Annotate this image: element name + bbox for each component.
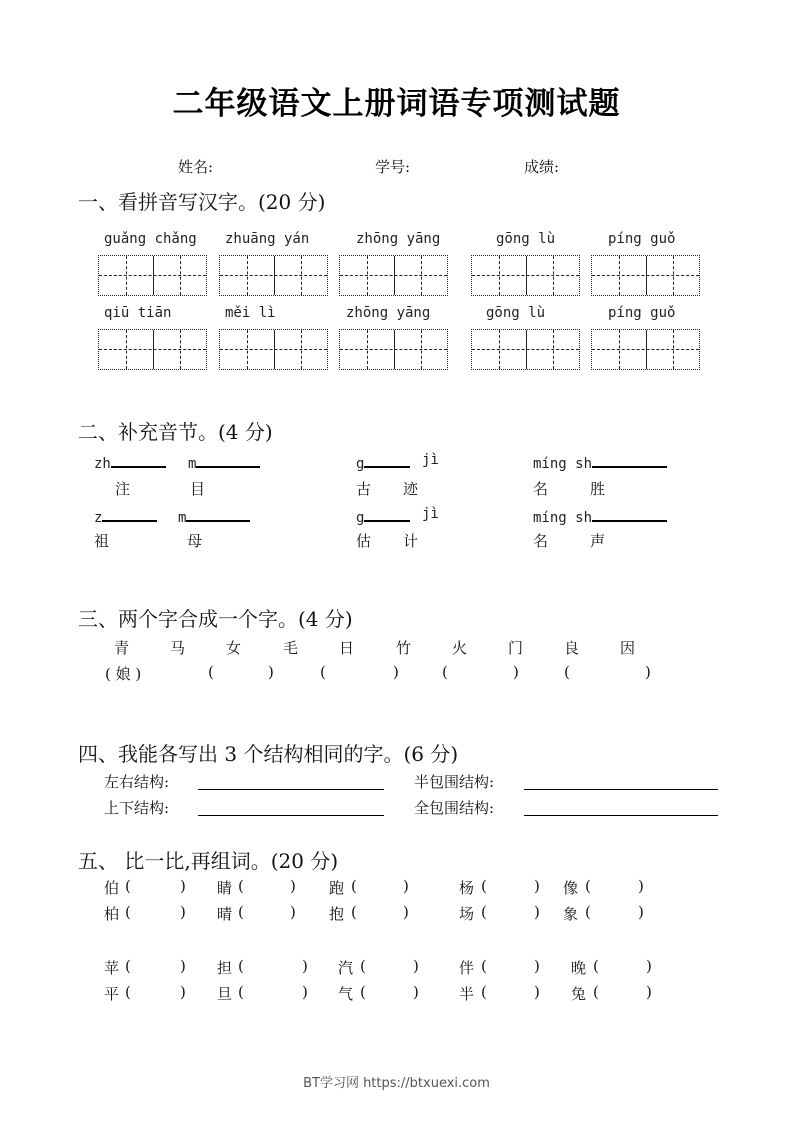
component-char: 青 [114,639,130,657]
paren-open[interactable]: ( [481,877,487,895]
section-2-heading: 二、补充音节。(4 分) [78,420,273,444]
paren-open[interactable]: ( [238,983,244,1001]
compare-char: 担 [217,959,233,977]
hanzi: 声 [590,532,606,550]
structure-label-full-enclosed: 全包围结构: [414,799,495,817]
answer-paren-open[interactable]: ( [442,663,448,681]
paren-close: ) [413,957,419,975]
writing-box[interactable] [219,255,328,296]
compare-char: 伯 [104,879,120,897]
paren-close: ) [180,957,186,975]
compare-char: 杨 [459,879,475,897]
paren-open[interactable]: ( [238,877,244,895]
student-id-label: 学号: [375,158,411,176]
blank-line[interactable] [196,452,260,468]
compare-char: 汽 [338,959,354,977]
blank-line[interactable] [592,452,667,468]
paren-close: ) [302,983,308,1001]
page-title: 二年级语文上册词语专项测试题 [172,86,621,122]
pinyin-label: gōng lù [496,231,556,247]
compare-char: 旦 [217,985,233,1003]
hanzi: 名 [533,532,549,550]
writing-box[interactable] [471,255,580,296]
blank-line[interactable] [102,506,157,522]
paren-open[interactable]: ( [238,903,244,921]
paren-open[interactable]: ( [481,983,487,1001]
component-char: 因 [620,639,636,657]
answer-example: ( 娘 ) [105,665,142,683]
paren-close: ) [302,957,308,975]
component-char: 门 [508,639,524,657]
paren-close: ) [534,983,540,1001]
writing-box[interactable] [591,255,700,296]
compare-char: 平 [104,985,120,1003]
paren-close: ) [638,903,644,921]
pinyin-label: qiū tiān [104,305,172,321]
pinyin-prefix: g [356,510,365,526]
section-4-heading: 四、我能各写出 3 个结构相同的字。(6 分) [78,742,459,766]
compare-char: 晴 [217,905,233,923]
component-char: 良 [564,639,580,657]
paren-close: ) [180,903,186,921]
answer-paren-open[interactable]: ( [320,663,326,681]
writing-box[interactable] [98,255,207,296]
paren-close: ) [638,877,644,895]
section-1-heading: 一、看拼音写汉字。(20 分) [78,190,326,214]
component-char: 日 [339,639,355,657]
pinyin-suffix: jì [422,452,439,468]
compare-char: 半 [459,985,475,1003]
pinyin-label: zhōng yāng [356,231,441,247]
blank-line[interactable] [592,506,667,522]
blank-line[interactable] [111,452,166,468]
paren-close: ) [646,983,652,1001]
compare-char: 像 [563,879,579,897]
hanzi: 注 [115,480,131,498]
compare-char: 睛 [217,879,233,897]
compare-char: 柏 [104,905,120,923]
paren-open[interactable]: ( [238,957,244,975]
paren-open[interactable]: ( [125,877,131,895]
paren-open[interactable]: ( [360,983,366,1001]
section-3-heading: 三、两个字合成一个字。(4 分) [78,607,353,631]
pinyin-prefix: zh [94,456,111,472]
hanzi: 胜 [590,480,606,498]
pinyin-label: zhuāng yán [225,231,310,247]
answer-paren-open[interactable]: ( [208,663,214,681]
compare-char: 象 [563,905,579,923]
blank-line[interactable] [364,452,410,468]
blank-line[interactable] [186,506,250,522]
answer-line[interactable] [198,789,384,790]
compare-char: 兔 [571,985,587,1003]
section-5-heading: 五、 比一比,再组词。(20 分) [78,849,339,873]
compare-char: 跑 [329,879,345,897]
pinyin-prefix: míng sh [533,456,593,472]
paren-close: ) [290,877,296,895]
hanzi: 计 [403,532,419,550]
compare-char: 晚 [571,959,587,977]
compare-char: 伴 [459,959,475,977]
answer-paren-close: ) [268,663,274,681]
compare-char: 场 [459,905,475,923]
answer-line[interactable] [524,789,718,790]
blank-line[interactable] [364,506,410,522]
pinyin-label: píng guǒ [608,231,676,247]
paren-open[interactable]: ( [593,957,599,975]
paren-open[interactable]: ( [125,903,131,921]
paren-close: ) [180,877,186,895]
pinyin-prefix: m [188,456,197,472]
pinyin-prefix: míng sh [533,510,593,526]
paren-open[interactable]: ( [593,983,599,1001]
pinyin-prefix: m [178,510,187,526]
writing-box[interactable] [339,255,448,296]
component-char: 女 [226,639,242,657]
compare-char: 苹 [104,959,120,977]
hanzi: 估 [356,532,372,550]
writing-box[interactable] [339,329,448,370]
component-char: 竹 [396,639,412,657]
pinyin-prefix: z [94,510,103,526]
compare-char: 气 [338,985,354,1003]
paren-open[interactable]: ( [585,903,591,921]
paren-close: ) [534,877,540,895]
paren-close: ) [534,957,540,975]
paren-open[interactable]: ( [125,983,131,1001]
component-char: 毛 [283,639,299,657]
component-char: 火 [452,639,468,657]
paren-open[interactable]: ( [360,957,366,975]
answer-paren-close: ) [645,663,651,681]
hanzi: 迹 [403,480,419,498]
hanzi: 母 [187,532,203,550]
writing-box[interactable] [219,329,328,370]
writing-box[interactable] [591,329,700,370]
pinyin-prefix: g [356,456,365,472]
structure-label-half-enclosed: 半包围结构: [414,773,495,791]
answer-line[interactable] [198,815,384,816]
hanzi: 祖 [94,532,110,550]
score-label: 成绩: [524,158,560,176]
paren-open[interactable]: ( [481,957,487,975]
paren-close: ) [403,903,409,921]
structure-label-top-bottom: 上下结构: [104,799,170,817]
paren-open[interactable]: ( [481,903,487,921]
structure-label-left-right: 左右结构: [104,773,170,791]
name-label: 姓名: [178,158,214,176]
pinyin-label: guǎng chǎng [104,231,197,247]
paren-close: ) [534,903,540,921]
compare-char: 抱 [329,905,345,923]
paren-close: ) [403,877,409,895]
writing-box[interactable] [98,329,207,370]
footer-watermark: BT学习网 https://btxuexi.com [303,1076,490,1091]
paren-close: ) [413,983,419,1001]
paren-open[interactable]: ( [585,877,591,895]
pinyin-label: píng guǒ [608,305,676,321]
answer-paren-open[interactable]: ( [564,663,570,681]
answer-line[interactable] [524,815,718,816]
hanzi: 名 [533,480,549,498]
paren-close: ) [646,957,652,975]
pinyin-label: zhōng yāng [346,305,431,321]
paren-open[interactable]: ( [351,903,357,921]
answer-paren-close: ) [393,663,399,681]
pinyin-label: měi lì [225,305,276,321]
paren-close: ) [180,983,186,1001]
pinyin-label: gōng lù [486,305,546,321]
paren-open[interactable]: ( [351,877,357,895]
hanzi: 古 [356,480,372,498]
writing-box[interactable] [471,329,580,370]
paren-open[interactable]: ( [125,957,131,975]
paren-close: ) [290,903,296,921]
pinyin-suffix: jì [422,506,439,522]
hanzi: 目 [190,480,206,498]
component-char: 马 [170,639,186,657]
answer-paren-close: ) [513,663,519,681]
